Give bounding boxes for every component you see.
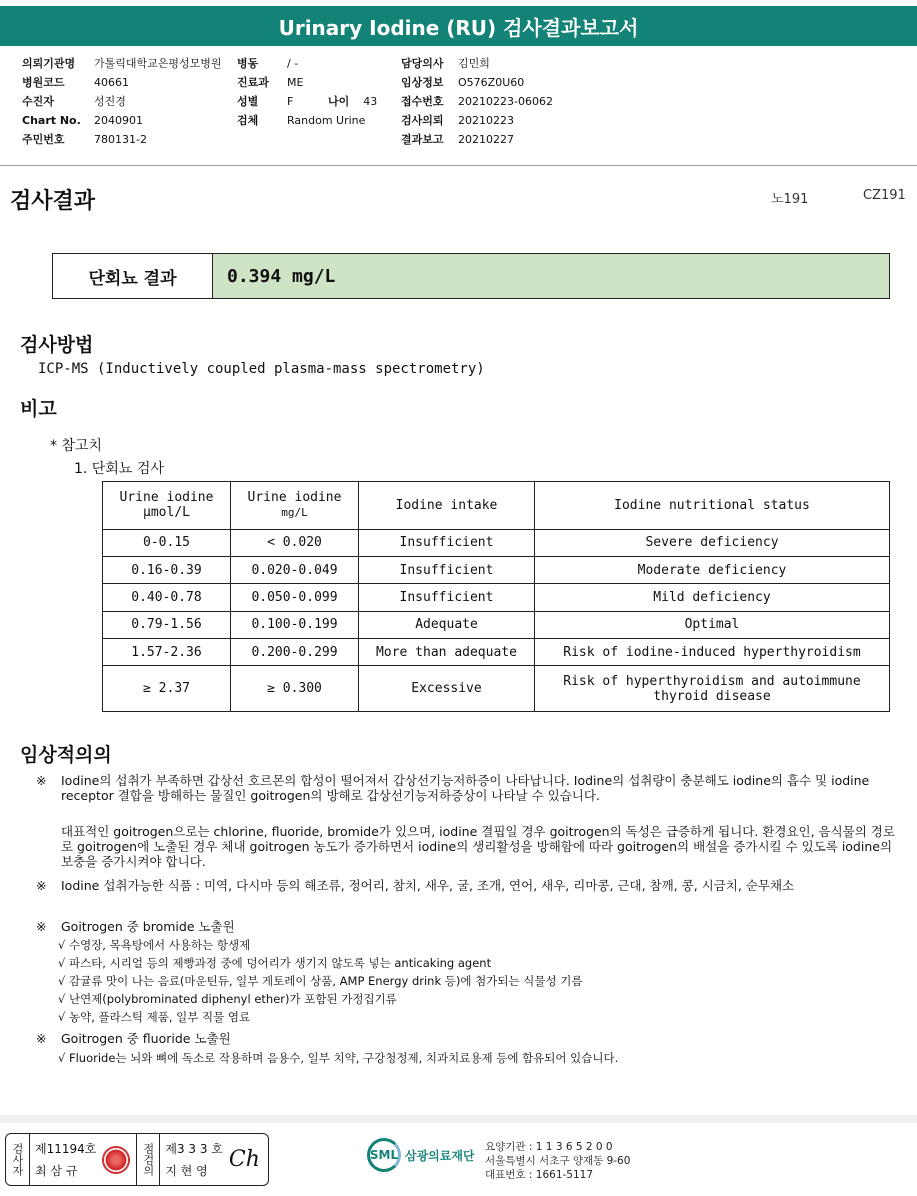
reference-mark: ※ [36, 919, 47, 934]
info-key: 나이 [328, 95, 350, 108]
info-row [401, 111, 553, 130]
info-row [401, 54, 553, 73]
info-value: Random Urine [287, 114, 366, 127]
table-cell: 0.16-0.39 [103, 556, 231, 583]
reference-mark: ※ [36, 1031, 47, 1046]
test-code: 노191 [771, 192, 809, 207]
examiner-license: 제11194호 [35, 1141, 97, 1156]
info-key: 의뢰기관명 [22, 57, 76, 70]
table-cell: Insufficient [359, 529, 535, 556]
sml-logo [367, 1138, 475, 1172]
table-cell: Mild deficiency [535, 584, 890, 611]
reviewer-label: 점검의 [136, 1134, 160, 1185]
info-row [22, 73, 222, 92]
clinical-text: Iodine의 섭취가 부족하면 갑상선 호르몬의 합성이 떨어져서 갑상선기능저하증이 나타납니다. Iodine의 섭취량이 충분해도 iodine의 흡수 및 iodine receptor 결합을 방해하는 물질인 goitrogen의 방해로 갑상선기능저하증상이 나타날 수 있습니다. [61, 773, 870, 803]
table-cell: 0-0.15 [103, 529, 231, 556]
table-cell: More than adequate [359, 638, 535, 665]
info-value: / - [287, 57, 299, 70]
info-key: 검체 [237, 114, 259, 127]
info-row [237, 73, 365, 92]
reviewer-license: 제3 3 3 호 [165, 1141, 223, 1156]
info-key: 검사의뢰 [401, 114, 444, 127]
info-row [22, 130, 222, 149]
clinical-heading: 임상적의의 [20, 744, 112, 766]
table-cell: 1.57-2.36 [103, 638, 231, 665]
clinical-text: Iodine 섭취가능한 식품 : 미역, 다시마 등의 해조류, 정어리, 참치, 새우, 굴, 조개, 연어, 새우, 리마콩, 근대, 참깨, 콩, 시금치, 순무채소 [61, 878, 795, 893]
table-row [103, 666, 890, 712]
table-header: Iodine intake [359, 482, 535, 530]
signature-box [5, 1133, 269, 1186]
table-cell: 0.79-1.56 [103, 611, 231, 638]
info-key: 담당의사 [401, 57, 444, 70]
remarks-heading: 비고 [20, 398, 57, 420]
report-header [0, 0, 917, 52]
header-unit: μmol/L [143, 505, 190, 521]
table-cell: Adequate [359, 611, 535, 638]
info-row [22, 54, 222, 73]
table-cell: Excessive [359, 666, 535, 712]
patient-age [328, 92, 377, 111]
info-value: ME [287, 76, 304, 89]
table-cell: Severe deficiency [535, 529, 890, 556]
clinical-text: Goitrogen 중 fluoride 노출원 [61, 1031, 231, 1046]
reference-subtitle: 1. 단회뇨 검사 [74, 461, 164, 477]
table-row [103, 556, 890, 583]
table-cell: Moderate deficiency [535, 556, 890, 583]
divider [0, 165, 917, 166]
table-cell: 0.200-0.299 [231, 638, 359, 665]
info-value: 가톨릭대학교은평성모병원 [94, 57, 222, 70]
institution-address: 서울특별시 서초구 양재동 9-60 [485, 1155, 631, 1167]
test-code: CZ191 [863, 188, 906, 203]
examiner-label: 검사자 [6, 1134, 30, 1185]
table-row [103, 529, 890, 556]
info-key: 결과보고 [401, 133, 444, 146]
list-item: √ 감귤류 맛이 나는 음료(마운틴듀, 일부 게토레이 상품, AMP Energy drink 등)에 첨가되는 식물성 기름 [58, 974, 583, 988]
reference-title: * 참고치 [50, 438, 103, 454]
info-value: O576Z0U60 [458, 76, 525, 89]
table-row [103, 611, 890, 638]
info-key: 임상정보 [401, 76, 444, 89]
table-cell: 0.100-0.199 [231, 611, 359, 638]
reviewer-name: 지 현 영 [165, 1163, 208, 1178]
info-key: 접수번호 [401, 95, 444, 108]
table-row [103, 584, 890, 611]
examiner-name: 최 삼 규 [35, 1163, 78, 1178]
table-header-row [103, 482, 890, 530]
institution-phone: 대표번호 : 1661-5117 [485, 1169, 594, 1181]
info-value: 20210223 [458, 114, 514, 127]
clinical-paragraph [36, 919, 896, 934]
seal-icon [102, 1146, 130, 1174]
info-key: Chart No. [22, 114, 81, 127]
info-key: 주민번호 [22, 133, 65, 146]
institution-code: 요양기관 : 1 1 3 6 5 2 0 0 [485, 1141, 613, 1153]
report-title: Urinary Iodine (RU) 검사결과보고서 [0, 6, 917, 46]
list-item: √ 농약, 플라스틱 제품, 일부 직물 염료 [58, 1010, 251, 1024]
info-value: 43 [363, 95, 378, 108]
method-heading: 검사방법 [20, 334, 94, 356]
info-key: 병동 [237, 57, 259, 70]
info-row [401, 130, 553, 149]
table-cell: 0.050-0.099 [231, 584, 359, 611]
clinical-text: 대표적인 goitrogen으로는 chlorine, fluoride, bromide가 있으며, iodine 결핍일 경우 goitrogen의 독성은 급증하게 됩니다. 환경요인, 음식물의 경로로 goitrogen에 노출된 경우 체내 goitrogen 농도가 증가하면서 iodine의 생리활성을 방해함에 따라 goitrogen의 배설을 증가시킬 수 있도록 iodine의 보충을 증가시켜야 합니다. [61, 824, 895, 869]
table-cell: Risk of hyperthyroidism and autoimmune thyroid disease [535, 666, 890, 712]
table-header: Iodine nutritional status [535, 482, 890, 530]
table-header [231, 482, 359, 530]
footer-divider [0, 1115, 917, 1123]
info-value: 2040901 [94, 114, 143, 127]
table-cell: Insufficient [359, 584, 535, 611]
list-item: √ 파스타, 시리얼 등의 제빵과정 중에 덩어리가 생기지 않도록 넣는 anticaking agent [58, 956, 492, 970]
table-cell: < 0.020 [231, 529, 359, 556]
info-row [401, 92, 553, 111]
info-key: 진료과 [237, 76, 269, 89]
info-row [22, 111, 222, 130]
info-key: 병원코드 [22, 76, 65, 89]
info-value: 김민희 [458, 57, 490, 70]
table-cell: ≥ 2.37 [103, 666, 231, 712]
method-text: ICP-MS (Inductively coupled plasma-mass spectrometry) [38, 361, 485, 377]
result-label: 단회뇨 결과 [53, 254, 213, 298]
examiner-block [30, 1134, 96, 1185]
info-value: 780131-2 [94, 133, 147, 146]
clinical-text: Goitrogen 중 bromide 노출원 [61, 919, 235, 934]
info-key: 수진자 [22, 95, 54, 108]
table-cell: 0.020-0.049 [231, 556, 359, 583]
reviewer-block [160, 1134, 223, 1185]
info-value: F [287, 95, 294, 108]
patient-info-col1 [22, 54, 222, 149]
info-value: 40661 [94, 76, 129, 89]
clinical-paragraph [36, 1031, 896, 1046]
table-cell: 0.40-0.78 [103, 584, 231, 611]
list-item: √ Fluoride는 뇌와 뼈에 독소로 작용하며 음용수, 일부 치약, 구강청정제, 치과치료용제 등에 함유되어 있습니다. [58, 1051, 619, 1065]
clinical-paragraph [36, 878, 896, 893]
table-cell: Risk of iodine-induced hyperthyroidism [535, 638, 890, 665]
info-key: 성별 [237, 95, 259, 108]
table-header [103, 482, 231, 530]
reference-mark: ※ [36, 773, 47, 788]
result-heading: 검사결과 [10, 189, 96, 214]
list-item: √ 난연제(polybrominated diphenyl ether)가 포함된 가정집기류 [58, 992, 397, 1006]
reference-table [102, 481, 890, 712]
result-value: 0.394 mg/L [213, 254, 889, 298]
patient-info-col3 [401, 54, 553, 149]
info-row [237, 54, 365, 73]
info-value: 성진경 [94, 95, 126, 108]
table-row [103, 638, 890, 665]
info-value: 20210227 [458, 133, 514, 146]
table-cell: ≥ 0.300 [231, 666, 359, 712]
institution-info [485, 1140, 630, 1182]
reference-mark: ※ [36, 878, 47, 893]
info-row [237, 111, 365, 130]
result-box [52, 253, 890, 299]
info-row [22, 92, 222, 111]
logo-name: 삼광의료재단 [405, 1148, 475, 1163]
info-value: 20210223-06062 [458, 95, 553, 108]
header-main: Urine iodine [119, 490, 214, 506]
header-unit: mg/L [281, 506, 308, 520]
info-row [401, 73, 553, 92]
list-item: √ 수영장, 목욕탕에서 사용하는 항생제 [58, 938, 251, 952]
header-main: Urine iodine [247, 490, 342, 506]
table-cell: Insufficient [359, 556, 535, 583]
clinical-paragraph [36, 773, 896, 803]
clinical-paragraph [36, 824, 896, 869]
signature-icon: Ch [228, 1147, 260, 1172]
table-cell: Optimal [535, 611, 890, 638]
logo-icon: SML [367, 1138, 401, 1172]
